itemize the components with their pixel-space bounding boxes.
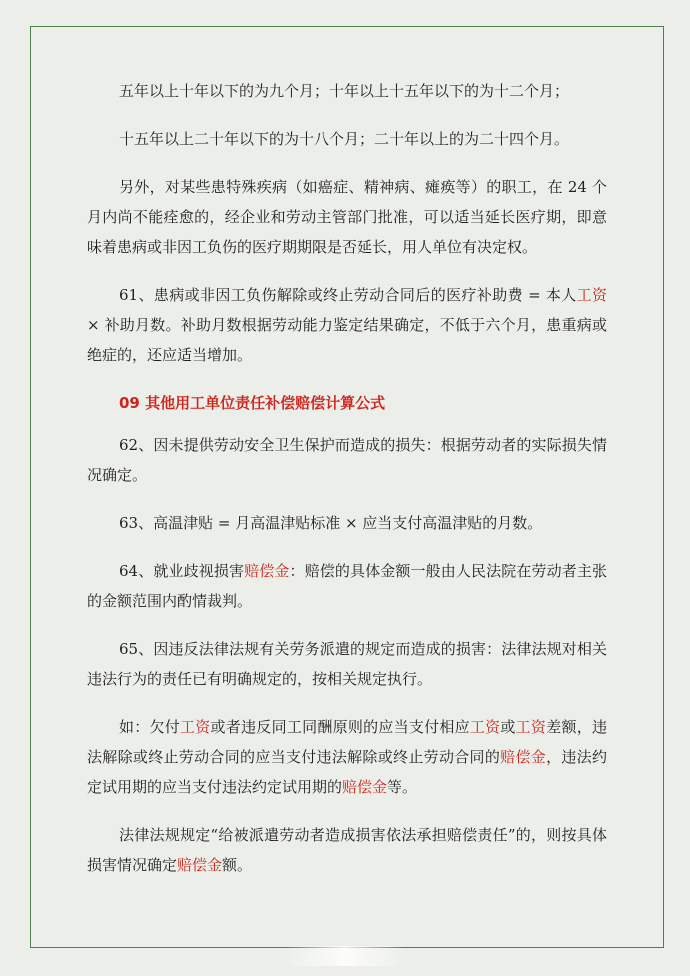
text-segment: × 补助月数。补助月数根据劳动能力鉴定结果确定，不低于六个月，患重病或绝症的，还应适当增加。 <box>87 316 607 364</box>
paragraph-63: 63、高温津贴 = 月高温津贴标准 × 应当支付高温津贴的月数。 <box>119 514 543 532</box>
paragraph-dispatch-liability <box>87 820 607 880</box>
document-body <box>87 76 607 898</box>
paragraph-65: 65、因违反法律法规有关劳务派遣的规定而造成的损害：法律法规对相关违法行为的责任已有明确规定的，按相关规定执行。 <box>87 640 607 688</box>
text-segment: 法律法规规定“给被派遣劳动者造成损害依法承担赔偿责任”的，则按具体损害情况确定 <box>87 826 607 874</box>
paragraph-64 <box>87 556 607 616</box>
paragraph-62: 62、因未提供劳动安全卫生保护而造成的损失：根据劳动者的实际损失情况确定。 <box>87 436 607 484</box>
text-segment: 额。 <box>222 856 253 874</box>
highlight-compensation: 赔偿金 <box>500 748 547 766</box>
blurred-watermark <box>285 946 405 966</box>
text-segment: ：赔偿的具体金额一般由人民法院在劳动者主张的金额范围内酌情裁判。 <box>87 562 607 610</box>
text-segment: 或者违反同工同酬原则的应当支付相应 <box>210 718 470 736</box>
highlight-wage: 工资 <box>180 718 211 736</box>
highlight-compensation: 赔偿金 <box>244 562 290 580</box>
paragraph-61 <box>87 280 607 370</box>
paragraph-medical-period-1: 五年以上十年以下的为九个月；十年以上十五年以下的为十二个月； <box>119 82 570 100</box>
highlight-wage: 工资 <box>469 718 501 736</box>
paragraph-medical-period-2: 十五年以上二十年以下的为十八个月；二十年以上的为二十四个月。 <box>119 130 570 148</box>
section-heading: 09 其他用工单位责任补偿赔偿计算公式 <box>119 394 386 412</box>
highlight-wage: 工资 <box>576 286 607 304</box>
highlight-wage: 工资 <box>515 718 547 736</box>
highlight-compensation: 赔偿金 <box>342 778 388 796</box>
text-segment: 如：欠付 <box>119 718 181 736</box>
text-segment: 64、就业歧视损害 <box>119 562 245 580</box>
text-segment: 等。 <box>387 778 418 796</box>
highlight-compensation: 赔偿金 <box>177 856 223 874</box>
text-segment: ，违法约定试用期的应当支付违法约定试用期的 <box>87 748 607 796</box>
paragraph-example <box>87 712 607 802</box>
text-segment: 61、患病或非因工负伤解除或终止劳动合同后的医疗补助费 = 本人 <box>119 286 577 304</box>
text-segment: 或 <box>500 718 516 736</box>
paragraph-special-disease: 另外，对某些患特殊疾病（如癌症、精神病、瘫痪等）的职工，在 24 个月内尚不能痊愈的，经企业和劳动主管部门批准，可以适当延长医疗期，即意味着患病或非因工负伤的医疗期期限是否延长，用人单位有决定权。 <box>87 178 607 256</box>
text-segment: 差额，违法解除或终止劳动合同的应当支付违法解除或终止劳动合同的 <box>87 718 607 766</box>
